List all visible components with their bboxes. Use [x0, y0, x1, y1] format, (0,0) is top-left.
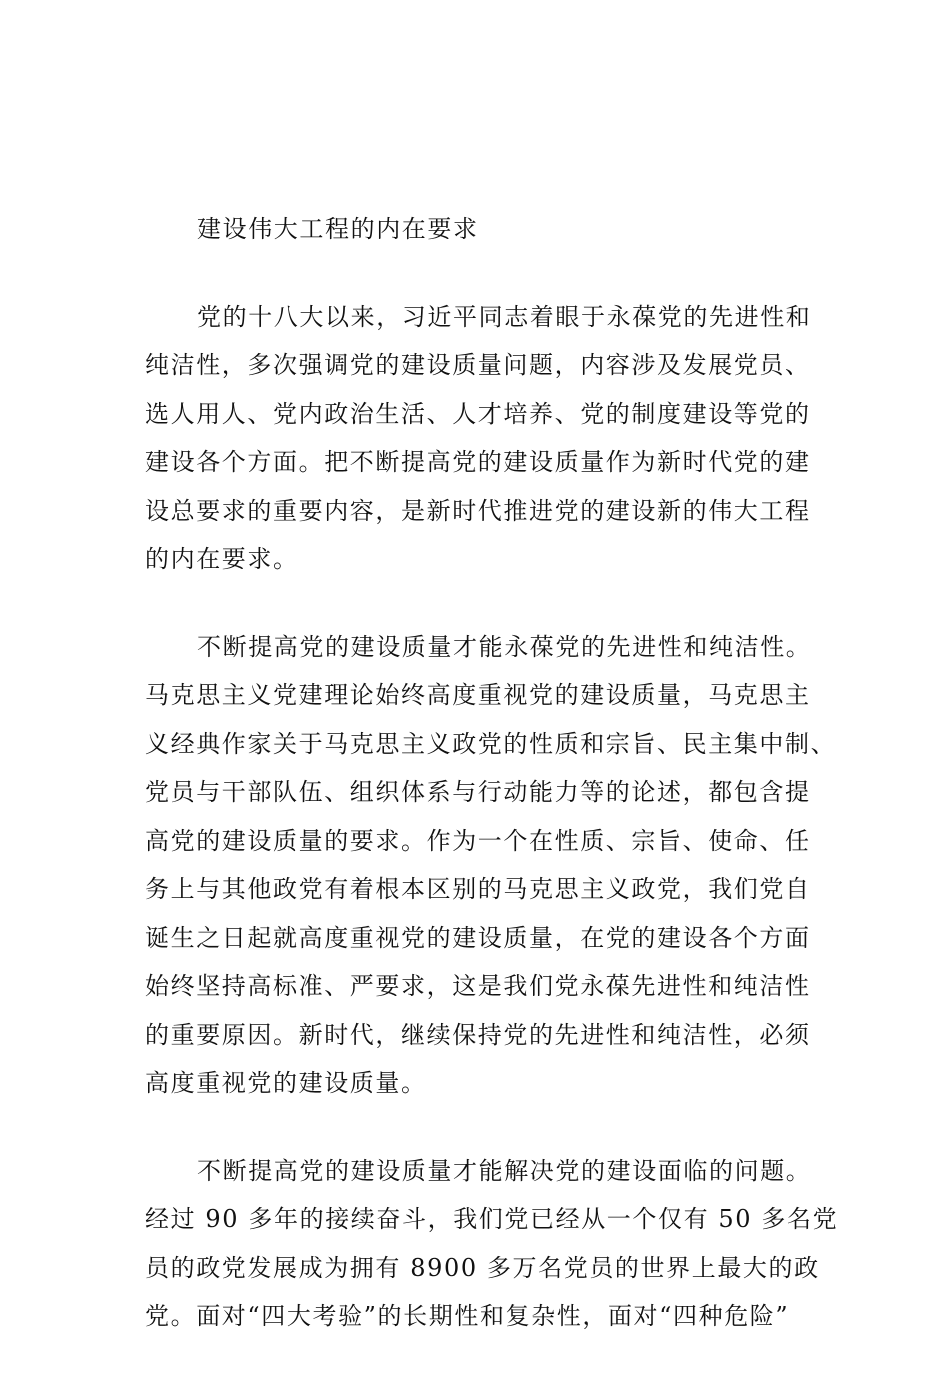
paragraph-line: 义经典作家关于马克思主义政党的性质和宗旨、民主集中制、: [145, 729, 837, 758]
paragraph-line: 选人用人、党内政治生活、人才培养、党的制度建设等党的: [145, 399, 811, 428]
paragraph-line: 经过 90 多年的接续奋斗，我们党已经从一个仅有 50 多名党: [145, 1205, 839, 1233]
paragraph-line: 纯洁性，多次强调党的建设质量问题，内容涉及发展党员、: [145, 351, 811, 379]
paragraph-line: 诞生之日起就高度重视党的建设质量，在党的建设各个方面: [145, 923, 811, 952]
paragraph-line: 务上与其他政党有着根本区别的马克思主义政党，我们党自: [145, 875, 811, 903]
paragraph-line: 党。面对“四大考验”的长期性和复杂性，面对“四种危险”: [145, 1302, 790, 1330]
paragraph-1: [145, 293, 825, 584]
document-body: [145, 205, 839, 1380]
paragraph-2: [145, 623, 837, 1108]
paragraph-line: 党员与干部队伍、组织体系与行动能力等的论述，都包含提: [145, 778, 811, 806]
paragraph-line: 建设各个方面。把不断提高党的建设质量作为新时代党的建: [145, 448, 811, 476]
paragraph-line: 不断提高党的建设质量才能永葆党的先进性和纯洁性。: [197, 632, 812, 661]
paragraph-line: 高度重视党的建设质量。: [145, 1069, 427, 1097]
paragraph-line: 的内在要求。: [145, 545, 299, 573]
paragraph-line: 始终坚持高标准、严要求，这是我们党永葆先进性和纯洁性: [145, 972, 811, 1000]
paragraph-line: 马克思主义党建理论始终高度重视党的建设质量，马克思主: [145, 681, 811, 709]
paragraph-line: 的重要原因。新时代，继续保持党的先进性和纯洁性，必须: [145, 1020, 811, 1049]
paragraph-line: 不断提高党的建设质量才能解决党的建设面临的问题。: [197, 1156, 812, 1185]
paragraph-line: 员的政党发展成为拥有 8900 多万名党员的世界上最大的政: [145, 1253, 820, 1282]
section-heading: [145, 205, 825, 254]
heading-text: 建设伟大工程的内在要求: [197, 215, 479, 243]
paragraph-line: 党的十八大以来，习近平同志着眼于永葆党的先进性和: [197, 302, 812, 331]
paragraph-line: 高党的建设质量的要求。作为一个在性质、宗旨、使命、任: [145, 826, 811, 855]
paragraph-line: 设总要求的重要内容，是新时代推进党的建设新的伟大工程: [145, 496, 811, 525]
paragraph-3: [145, 1147, 839, 1341]
